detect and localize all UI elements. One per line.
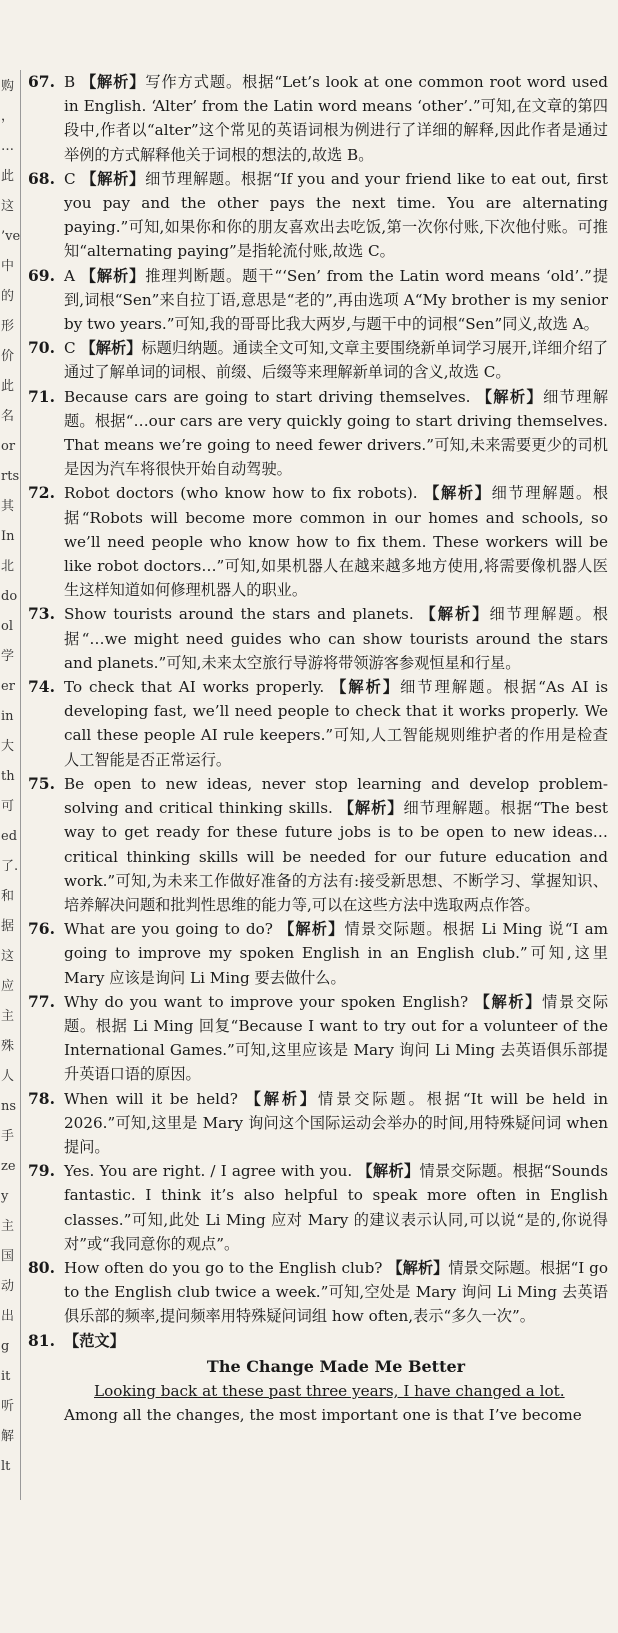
margin-fragment: er [1,679,15,694]
analysis-text: 细节理解题。根据“The best way to get ready for these future jobs is to be open to new ideas… critical thinking skills will be needed for our future education and work.”可知,为未来工作做好准备的方法有:接受新思想、不断学习、掌握知识、培养解决问题和批判性思维的能力等,可以在这些方法中选取两点作答。 [64,799,608,914]
analysis-text: 情景交际题。根据“It will be held in 2026.”可知,这里是 Mary 询问这个国际运动会举办的时间,用特殊疑问词 when 提问。 [64,1089,608,1156]
margin-fragment: 此 [1,169,15,184]
margin-fragment: 出 [1,1309,15,1324]
margin-fragment: 人 [1,1069,15,1084]
analysis-tag: 【解析】 [357,1162,420,1181]
margin-fragment: ol [1,619,13,634]
item-number: 81. [28,1330,55,1350]
analysis-tag: 【解析】 [338,799,404,818]
item-number: 71. [28,386,55,406]
item-number: 67. [28,72,55,91]
margin-fragment: 主 [1,1219,15,1234]
answer-item [28,602,608,675]
item-number: 78. [28,1088,55,1108]
item-number: 74. [28,677,55,697]
margin-fragment: 购 [1,79,15,94]
margin-fragment: rts [1,469,20,484]
margin-fragment: in [1,709,14,724]
margin-fragment: 名 [1,409,15,424]
analysis-text: 细节理解题。根据“…our cars are very quickly going to start driving themselves. That means we’re going to need fewer drivers.”可知,未来需要更少的司机是因为汽车将很快开始自动驾驶。 [64,387,609,479]
item-answer: B [64,73,76,91]
margin-fragment: 的 [1,289,15,304]
essay-line-2: Among all the changes, the most important one is that I’ve become [64,1405,582,1424]
item-number: 76. [28,919,55,939]
margin-fragment: 殊 [1,1039,15,1054]
item-answer: Robot doctors (who know how to fix robots). [64,484,418,503]
margin-fragment: 这 [1,199,15,214]
margin-fragment: 主 [1,1009,15,1024]
item-number: 77. [28,991,55,1011]
item-answer: Yes. You are right. / I agree with you. [64,1162,353,1181]
answer-item [28,1087,608,1160]
margin-fragment: or [1,439,16,454]
item-answer: A [64,266,75,285]
answer-item [28,1159,608,1256]
analysis-tag: 【解析】 [387,1258,449,1277]
item-number: 68. [28,168,55,188]
margin-fragment: In [1,529,15,544]
analysis-tag: 【解析】 [331,678,401,697]
analysis-text: 细节理解题。根据“If you and your friend like to eat out, first you pay and the other pays the next time. You are alternating paying.”可知,如果你和你的朋友喜欢出去吃饭,第一次你付账,下次他付账。可推知“alternating paying”是指轮流付账,故选 C。 [64,169,609,261]
item-answer: How often do you go to the English club? [64,1258,383,1277]
analysis-tag: 【解析】 [476,387,544,406]
analysis-text: 情景交际题。根据“I go to the English club twice a week.”可知,空处是 Mary 询问 Li Ming 去英语俱乐部的频率,提问频率用特殊疑问词组 how often,表示“多久一次”。 [64,1258,608,1326]
margin-fragment: 学 [1,649,15,664]
margin-fragment: 形 [1,319,15,334]
analysis-text: 推理判断题。题干“‘Sen’ from the Latin word means ‘old’.”提到,词根“Sen”来自拉丁语,意思是“老的”,再由选项 A“My brother is my senior by two years.”可知,我的哥哥比我大两岁,与题干中的词根“Sen”同义,故选 A。 [64,266,609,334]
answer-item [28,481,608,602]
margin-fragment: it [1,1369,11,1384]
margin-fragment: g [1,1339,10,1354]
analysis-tag: 【解析】 [420,605,490,624]
analysis-text: 写作方式题。根据“Let’s look at one common root word used in English. ‘Alter’ from the Latin word means ‘other’.”可知,在文章的第四段中,作者以“alter”这个常见的英语词根为例进行了详细的解释,因此作者是通过举例的方式解释他关于词根的想法的,故选 B。 [64,73,609,164]
analysis-tag: 【解析】 [474,992,543,1011]
margin-fragment: ze [1,1159,16,1174]
analysis-tag: 【解析】 [80,266,146,285]
answer-item [28,1256,608,1329]
essay-item [28,1329,608,1353]
item-number: 69. [28,265,55,285]
margin-fragment: 动 [1,1279,15,1294]
margin-fragment: 国 [1,1249,15,1264]
analysis-text: 细节理解题。根据“As AI is developing fast, we’ll need people to check that it works properly. We call these people AI rule keepers.”可知,人工智能规则维护者的作用是检查人工智能是否正常运行。 [64,678,609,769]
item-answer: C [64,339,76,358]
margin-fragment: 和 [1,889,15,904]
item-answer: To check that AI works properly. [64,678,325,697]
margin-fragment: do [1,589,18,604]
analysis-text: 细节理解题。根据“Robots will become more common in our homes and schools, so we’ll need people who know how to fix them. These workers will be like robot doctors…”可知,如果机器人在越来越多地方使用,将需要像机器人医生这样知道如何修理机器人的职业。 [64,484,609,600]
item-answer: Be open to new ideas, never stop learning and develop problem-solving and critical thinking skills. [64,774,608,818]
item-answer: Why do you want to improve your spoken English? [64,992,469,1011]
column-divider [20,70,21,1500]
answer-item [28,990,608,1087]
item-number: 70. [28,338,55,358]
analysis-text: 情景交际题。根据“Sounds fantastic. I think it’s also helpful to speak more often in English classes.”可知,此处 Li Ming 应对 Mary 的建议表示认同,可以说“是的,你说得对”或“我同意你的观点”。 [64,1162,608,1253]
answer-item [28,772,608,917]
analysis-tag: 【解析】 [80,339,142,358]
margin-fragment: 应 [1,979,15,994]
essay-paragraph [28,1379,608,1403]
analysis-text: 情景交际题。根据 Li Ming 回复“Because I want to try out for a volunteer of the International Games.”可知,这里应该是 Mary 询问 Li Ming 去英语俱乐部提升英语口语的原因。 [64,992,609,1084]
answer-key-page [28,70,608,1427]
margin-fragment: ed [1,829,18,844]
analysis-text: 细节理解题。根据“…we might need guides who can show tourists around the stars and planets.”可知,未来太空旅行导游将带领游客参观恒星和行星。 [64,605,608,672]
item-number: 73. [28,604,55,624]
answer-item [28,675,608,772]
analysis-text: 情景交际题。根据 Li Ming 说“I am going to improve my spoken English in an English club.”可知,这里 Mary 应该是询问 Li Ming 要去做什么。 [64,920,609,987]
margin-fragment: 可 [1,799,15,814]
margin-fragment: 中 [1,259,15,274]
margin-fragment: 大 [1,739,15,754]
item-number: 75. [28,773,55,793]
margin-fragment: lt [1,1459,11,1474]
answer-item [28,385,608,482]
answer-item [28,917,608,990]
analysis-tag: 【解析】 [81,169,146,188]
answer-item [28,167,608,264]
analysis-tag: 【解析】 [80,73,146,91]
margin-fragment: 此 [1,379,15,394]
margin-fragment: ’ve [1,229,21,244]
margin-fragment: th [1,769,15,784]
item-answer: Show tourists around the stars and planets. [64,605,414,624]
margin-fragment: 解 [1,1429,15,1444]
margin-fragment: 北 [1,559,15,574]
left-margin-strip [0,0,21,1633]
margin-fragment: 手 [1,1129,15,1144]
item-number: 72. [28,483,55,503]
margin-fragment: 其 [1,499,15,514]
analysis-tag: 【解析】 [245,1089,319,1108]
item-number: 79. [28,1161,55,1181]
answer-item [28,70,608,167]
item-answer: Because cars are going to start driving themselves. [64,387,471,406]
margin-fragment: 了. [1,859,19,874]
essay-label: 【范文】 [64,1331,125,1350]
item-number: 80. [28,1257,55,1277]
margin-fragment: 这 [1,949,15,964]
analysis-text: 标题归纳题。通读全文可知,文章主要围绕新单词学习展开,详细介绍了通过了解单词的词根、前缀、后缀等来理解新单词的含义,故选 C。 [64,339,609,382]
margin-fragment: ， [1,109,15,124]
essay-title: The Change Made Me Better [206,1356,466,1376]
item-answer: What are you going to do? [64,920,273,939]
item-answer: C [64,169,76,188]
answer-item [28,264,608,337]
answer-item [28,336,608,384]
answer-list [28,70,608,1329]
margin-fragment: 价 [1,349,15,364]
margin-fragment: … [1,139,14,154]
margin-fragment: ns [1,1099,17,1114]
essay-line-1: Looking back at these past three years, I have changed a lot. [94,1381,565,1400]
analysis-tag: 【解析】 [278,920,345,939]
analysis-tag: 【解析】 [424,484,492,503]
margin-fragment: 听 [1,1399,15,1414]
margin-fragment: y [1,1189,9,1204]
margin-fragment: 据 [1,919,15,934]
item-answer: When will it be held? [64,1089,238,1108]
